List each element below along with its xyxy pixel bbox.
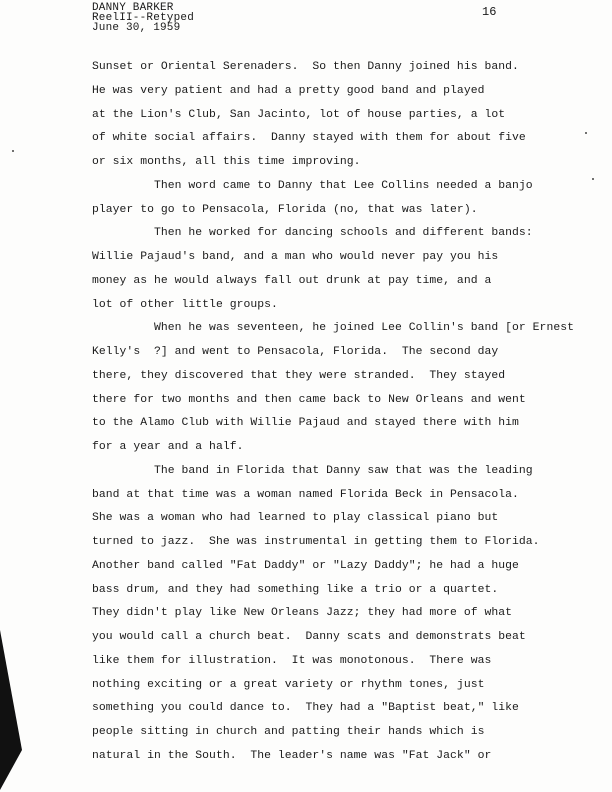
text-line: Willie Pajaud's band, and a man who would never pay you his (92, 251, 499, 263)
text-line: something you could dance to. They had a "Baptist beat," like (92, 702, 519, 715)
scan-speck (592, 178, 594, 180)
text-line: you would call a church beat. Danny scats and demonstrats beat (92, 631, 526, 643)
text-line: at the Lion's Club, San Jacinto, lot of house parties, a lot (92, 108, 506, 121)
text-line: The band in Florida that Danny saw that was the leading (92, 464, 533, 477)
text-line: like them for illustration. It was monotonous. There was (92, 654, 492, 667)
text-line: there for two months and then came back to New Orleans and went (92, 393, 526, 406)
text-line: for a year and a half. (92, 441, 244, 453)
page-number: 16 (482, 5, 497, 19)
scan-edge-shadow (0, 630, 22, 790)
header-date: June 30, 1959 (92, 22, 181, 34)
text-line: Another band called "Fat Daddy" or "Lazy Daddy"; he had a huge (92, 559, 519, 572)
text-line: lot of other little groups. (92, 298, 278, 311)
text-line: people sitting in church and patting their hands which is (92, 726, 485, 738)
scan-speck (12, 150, 14, 152)
text-line: player to go to Pensacola, Florida (no, that was later). (92, 203, 478, 216)
text-line: Then he worked for dancing schools and different bands: (92, 227, 533, 240)
scan-speck (585, 132, 587, 134)
text-line: nothing exciting or a great variety or rhythm tones, just (92, 678, 485, 691)
text-line: bass drum, and they had something like a trio or a quartet. (92, 583, 499, 596)
text-line: there, they discovered that they were stranded. They stayed (92, 369, 506, 382)
header-reel: ReelII--Retyped (92, 12, 195, 24)
text-line: He was very patient and had a pretty good band and played (92, 84, 485, 97)
text-line: turned to jazz. She was instrumental in getting them to Florida. (92, 536, 540, 548)
page-header (92, 3, 194, 33)
text-line: or six months, all this time improving. (92, 156, 361, 168)
text-line: money as he would always fall out drunk at pay time, and a (92, 274, 492, 287)
header-name: DANNY BARKER (92, 2, 174, 14)
text-line: Sunset or Oriental Serenaders. So then Danny joined his band. (92, 61, 519, 73)
text-line: She was a woman who had learned to play classical piano but (92, 512, 499, 525)
text-line: Kelly's ?] and went to Pensacola, Florida. The second day (92, 346, 499, 358)
text-line: band at that time was a woman named Florida Beck in Pensacola. (92, 488, 519, 501)
text-line: They didn't play like New Orleans Jazz; they had more of what (92, 607, 513, 620)
text-line: Then word came to Danny that Lee Collins needed a banjo (92, 179, 533, 192)
text-line: of white social affairs. Danny stayed with them for about five (92, 132, 526, 145)
text-line: natural in the South. The leader's name was "Fat Jack" or (92, 749, 492, 762)
text-line: to the Alamo Club with Willie Pajaud and stayed there with him (92, 417, 519, 430)
text-line: When he was seventeen, he joined Lee Collin's band [or Ernest (92, 322, 574, 335)
